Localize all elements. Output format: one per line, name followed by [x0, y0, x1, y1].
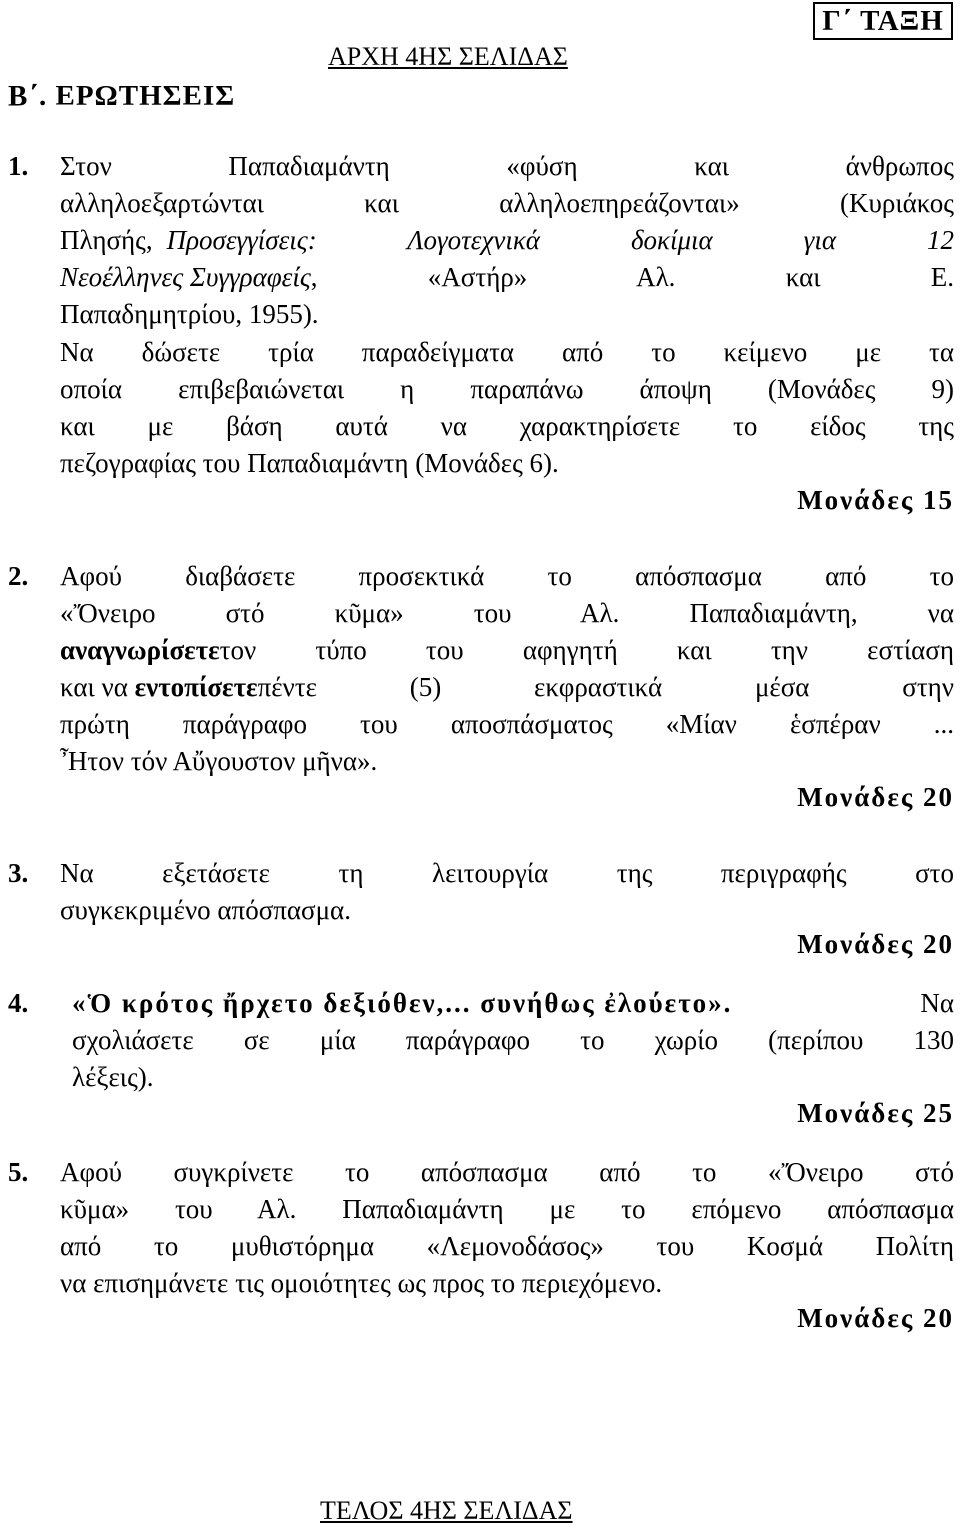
marks-label: Μονάδες 15	[797, 485, 954, 515]
text-span: Πλησής,	[60, 225, 153, 255]
question-line: από το μυθιστόρημα «Λεμονοδάσος» του Κοσμά Πολίτη	[60, 1231, 954, 1261]
marks-label: Μονάδες 25	[797, 1098, 954, 1128]
book-title-span: Νεοέλληνες Συγγραφείς	[60, 262, 311, 292]
question-line: σχολιάσετε σε μία παράγραφο το χωρίο (περίπου 130	[72, 1025, 954, 1055]
question-number: 1.	[8, 151, 29, 181]
question-line: συγκεκριμένο απόσπασμα.	[60, 895, 351, 925]
question-line: Αφού συγκρίνετε το απόσπασμα από το «Ὄνειρο στό	[60, 1157, 954, 1187]
question-line: οποία επιβεβαιώνεται η παραπάνω άποψη (Μονάδες 9)	[60, 374, 954, 404]
book-title-span: Προσεγγίσεις: Λογοτεχνικά δοκίμια για 12	[166, 225, 954, 255]
quote-span: «Ὁ κρότος ἤρχετο δεξιόθεν,... συνήθως ἐλούετο».	[72, 988, 733, 1018]
page-end-label: ΤΕΛΟΣ 4ΗΣ ΣΕΛΙΔΑΣ	[320, 1496, 573, 1525]
question-number: 3.	[8, 858, 29, 888]
emphasis-span: εντοπίσετε	[134, 672, 258, 702]
question-line: και με βάση αυτά να χαρακτηρίσετε το είδος της	[60, 411, 954, 441]
question-line: να επισημάνετε τις ομοιότητες ως προς το περιεχόμενο.	[60, 1268, 663, 1298]
marks-label: Μονάδες 20	[797, 929, 954, 959]
text-span: και να	[60, 672, 135, 702]
section-title: Β΄. ΕΡΩΤΗΣΕΙΣ	[8, 80, 236, 112]
text-span: Να	[913, 988, 954, 1018]
question-line	[60, 259, 954, 295]
question-line: «Ὄνειρο στό κῦμα» του Αλ. Παπαδιαμάντη, να	[60, 598, 954, 628]
question-line: πρώτη παράγραφο του αποσπάσματος «Μίαν ἑσπέραν ...	[60, 709, 954, 739]
question-number: 5.	[8, 1157, 29, 1187]
question-number: 2.	[8, 561, 29, 591]
text-span: , «Αστήρ» Αλ. και Ε.	[310, 262, 954, 292]
marks-label: Μονάδες 20	[797, 782, 954, 812]
question-line	[60, 222, 954, 258]
question-line: Παπαδημητρίου, 1955).	[60, 299, 319, 329]
question-line	[60, 669, 954, 705]
grade-label: Γ΄ ΤΑΞΗ	[813, 2, 953, 40]
question-line	[72, 985, 954, 1021]
question-line: αλληλοεξαρτώνται και αλληλοεπηρεάζονται» (Κυριάκος	[60, 188, 954, 218]
page-start-label: ΑΡΧΗ 4ΗΣ ΣΕΛΙΔΑΣ	[328, 42, 568, 71]
emphasis-span: αναγνωρίσετε	[60, 635, 220, 665]
question-line: Να εξετάσετε τη λειτουργία της περιγραφής στο	[60, 858, 954, 888]
marks-label: Μονάδες 20	[797, 1303, 954, 1333]
question-line: λέξεις).	[72, 1062, 154, 1092]
question-line: Ἦτον τόν Αὔγουστον μῆνα».	[60, 746, 378, 776]
question-line	[60, 632, 954, 668]
question-line: κῦμα» του Αλ. Παπαδιαμάντη με το επόμενο απόσπασμα	[60, 1194, 954, 1224]
question-line: πεζογραφίας του Παπαδιαμάντη (Μονάδες 6).	[60, 448, 559, 478]
question-line: Αφού διαβάσετε προσεκτικά το απόσπασμα από το	[60, 561, 954, 591]
text-span: τον τύπο του αφηγητή και την εστίαση	[219, 635, 954, 665]
question-line: Στον Παπαδιαμάντη «φύση και άνθρωπος	[60, 151, 954, 181]
question-line: Να δώσετε τρία παραδείγματα από το κείμενο με τα	[60, 337, 954, 367]
question-number: 4.	[8, 988, 29, 1018]
text-span: πέντε (5) εκφραστικά μέσα στην	[257, 672, 954, 702]
